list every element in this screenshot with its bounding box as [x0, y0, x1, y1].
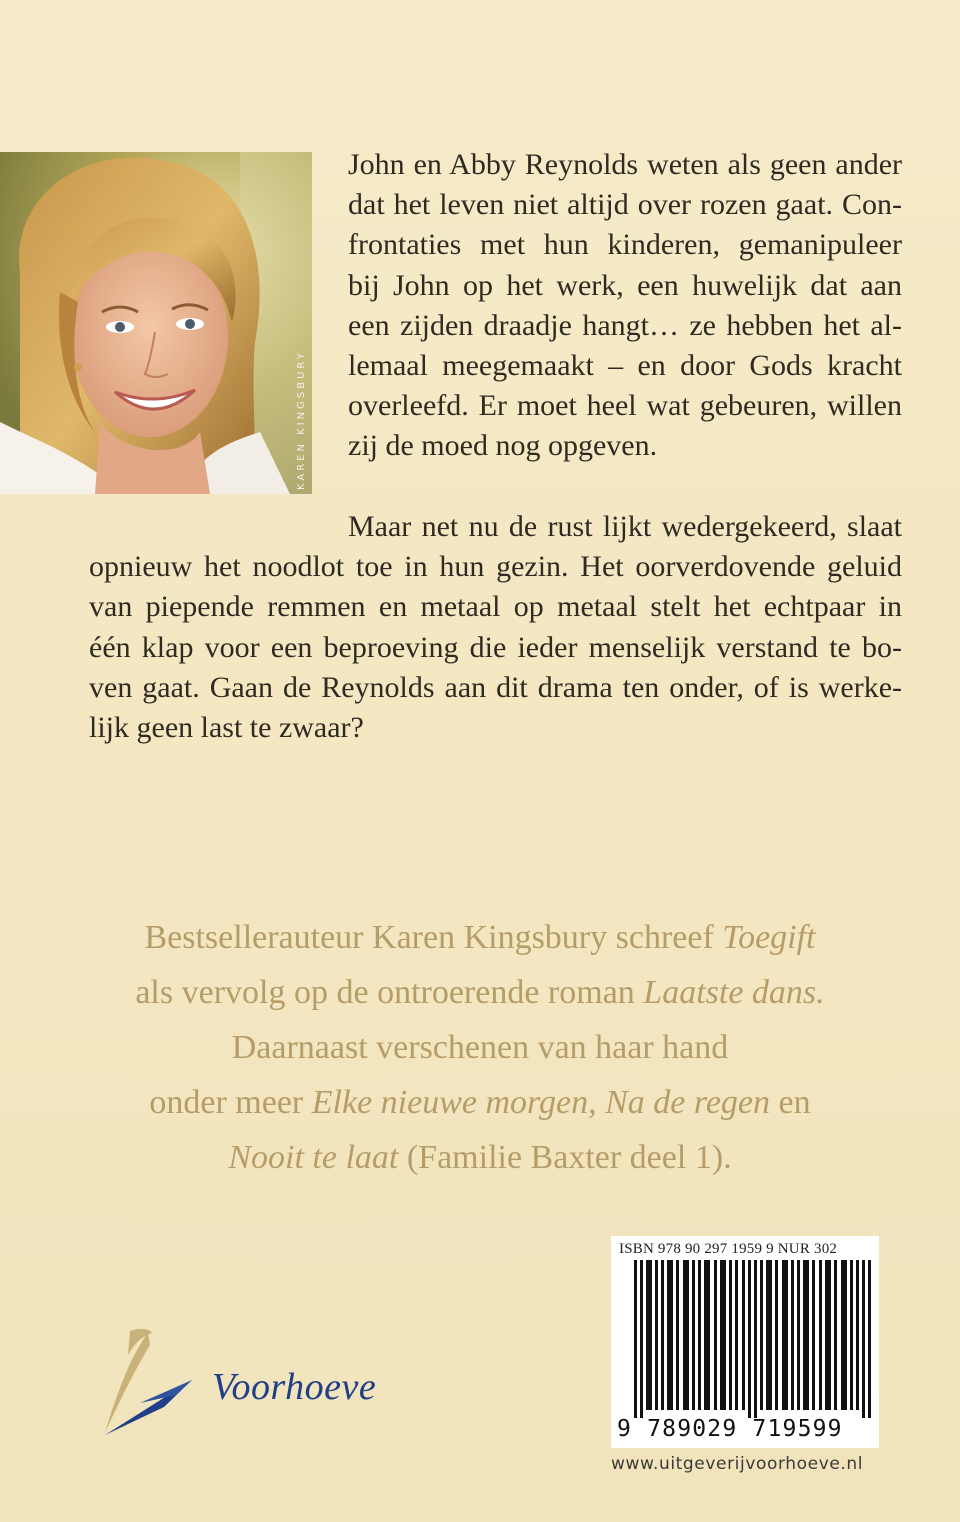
book-back-cover: KAREN KINGSBURY John en Abby Reynolds weten als geen ander dat het leven niet altijd over rozen gaat. Con- frontaties met hun kinderen, gemanipuleer bij John op het werk, een huwelijk dat aan een zijden draadje hangt… ze hebben het al- lemaal meegemaakt – en door Gods kracht overleefd. Er moet heel wat gebeuren, willen zij de moed nog opgeven. Maar net nu de rust lijkt wedergekeerd, slaat opnieuw het noodlot toe in hun gezin. Het oorverdovende geluid van piepende remmen en metaal op metaal stelt het echtpaar in één klap voor een beproeving die ieder menselijk verstand te bo- ven gaat. Gaan de Reynolds aan dit drama ten onder, of is werke- lijk geen last te zwaar? Bestsellerauteur Karen Kingsbury schreef Toegift als vervolg op de ontroerende roman Laatste dans. Daarnaast verschenen van haar hand onder meer Elke nieuwe morgen, Na de regen en Nooit te laat (Familie Baxter deel 1). Voorhoeve ISBN 978 90 297 1959 9 NUR 302 9 789029 719599 www.uitgeverijvoorhoeve.nl — [0, 0, 960, 1522]
barcode-digits: 9 789029 719599 — [617, 1416, 843, 1442]
text-line: John en Abby Reynolds weten als geen ander — [348, 148, 902, 181]
text-line: lijk geen last te zwaar? — [89, 711, 364, 745]
book-title: Toegift — [722, 919, 816, 956]
description-paragraph-2 — [89, 507, 902, 748]
author-blurb — [0, 910, 960, 1185]
blurb-line: Nooit te laat (Familie Baxter deel 1). — [228, 1139, 732, 1176]
text-line: ven gaat. Gaan de Reynolds aan dit drama ten onder, of is werke- — [89, 670, 902, 704]
blurb-line: Bestsellerauteur Karen Kingsbury schreef Toegift — [144, 919, 816, 956]
text-line: lemaal meegemaakt – en door Gods kracht — [348, 349, 902, 383]
text-line: bij John op het werk, een huwelijk dat aan — [348, 268, 902, 302]
description-paragraph-1 — [348, 145, 902, 467]
blurb-line: als vervolg op de ontroerende roman Laatste dans. — [135, 974, 825, 1011]
isbn-label: ISBN 978 90 297 1959 9 NUR 302 — [619, 1241, 838, 1257]
book-title: Elke nieuwe morgen, Na de regen — [311, 1084, 771, 1121]
text-line: opnieuw het noodlot toe in hun gezin. Het oorverdovende geluid — [89, 550, 902, 584]
text-line: dat het leven niet altijd over rozen gaat. Con- — [348, 188, 902, 222]
book-title: Laatste dans. — [643, 974, 825, 1011]
barcode-icon — [634, 1260, 874, 1418]
text-line: van piepende remmen en metaal op metaal stelt het echtpaar in — [89, 590, 902, 624]
blurb-line: Daarnaast verschenen van haar hand — [231, 1029, 729, 1066]
text-line: frontaties met hun kinderen, gemanipuleer — [348, 228, 902, 262]
text-line: een zijden draadje hangt… ze hebben het al- — [348, 308, 902, 342]
publisher-name: Voorhoeve — [212, 1366, 377, 1408]
author-photo — [0, 152, 312, 494]
blurb-line: onder meer Elke nieuwe morgen, Na de regen en — [149, 1084, 811, 1121]
text-line: overleefd. Er moet heel wat gebeuren, willen — [348, 389, 902, 423]
text-line: zij de moed nog opgeven. — [348, 429, 658, 463]
text-line: Maar net nu de rust lijkt wedergekeerd, slaat — [348, 510, 902, 543]
text-line: één klap voor een beproeving die ieder menselijk verstand te bo- — [89, 630, 902, 664]
book-title: Nooit te laat — [228, 1139, 399, 1176]
publisher-website: www.uitgeverijvoorhoeve.nl — [611, 1454, 864, 1474]
